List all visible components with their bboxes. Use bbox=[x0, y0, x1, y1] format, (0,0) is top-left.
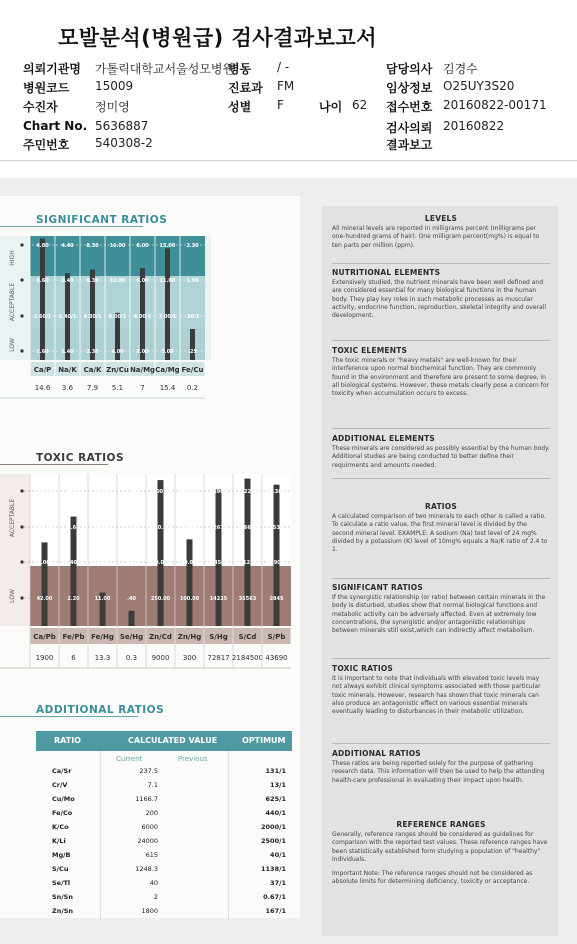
ratio-cell: Zn/Sn bbox=[52, 907, 74, 915]
ratios-heading: RATIOS bbox=[425, 502, 457, 511]
scale-label: 4.30/1 bbox=[83, 314, 102, 320]
scale-label: 14225 bbox=[209, 596, 228, 602]
toxic-ratios-heading: TOXIC RATIOS bbox=[332, 664, 393, 673]
scale-label: 750.00 bbox=[150, 525, 171, 531]
collector-label: 수진자 bbox=[23, 100, 58, 114]
panel-divider bbox=[332, 658, 550, 659]
scale-label: 4.40/1 bbox=[64, 560, 83, 566]
table-row bbox=[36, 905, 292, 918]
header-optimum: OPTIMUM bbox=[242, 736, 286, 745]
scale-label: 11.00 bbox=[94, 596, 111, 602]
marker-dot bbox=[20, 596, 23, 599]
table-row bbox=[36, 765, 292, 778]
low-zone-label: LOW bbox=[9, 589, 16, 603]
scale-label: 4.00 bbox=[111, 349, 124, 355]
age-label: 나이 bbox=[319, 100, 343, 114]
category-label: Ca/Pb bbox=[33, 633, 56, 641]
value-label: 2184500 bbox=[231, 654, 264, 662]
panel-divider bbox=[332, 743, 550, 744]
category-label: S/Pb bbox=[267, 633, 286, 641]
ratio-cell: Cu/Mo bbox=[52, 795, 75, 803]
levels-text: All mineral levels are reported in milligrams percent (milligrams per one-hundred grams of hair). One milligram percent(mg%) is equal to ten parts per million (ppm). bbox=[332, 225, 540, 249]
scale-label: .25 bbox=[188, 349, 197, 355]
significant-ratios-heading: SIGNIFICANT RATIOS bbox=[332, 583, 423, 592]
scale-label: 1.90 bbox=[186, 278, 199, 284]
ratio-cell: K/Co bbox=[52, 823, 69, 831]
scale-label: 2.00 bbox=[136, 349, 149, 355]
additional-ratios-text: These ratios are being reported solely for the purpose of gathering research data. This information will then be used to help the attending health-care professional in evaluating their impact upon health. bbox=[332, 760, 545, 784]
table-row bbox=[36, 821, 292, 834]
scale-label: 8.00 bbox=[136, 243, 149, 249]
scale-label: .80/1 bbox=[124, 560, 139, 566]
bar-ca-pb bbox=[42, 542, 48, 626]
marker-dot bbox=[20, 243, 23, 246]
category-label: S/Cd bbox=[238, 633, 257, 641]
category-label: Fe/Cu bbox=[181, 366, 204, 374]
current-value-cell: 237.5 bbox=[139, 767, 158, 775]
value-label: 15.4 bbox=[159, 384, 176, 392]
sex-value: F bbox=[277, 98, 284, 112]
hospital-code-value: 15009 bbox=[95, 79, 134, 93]
optimum-cell: 2500/1 bbox=[261, 837, 286, 845]
table-row bbox=[36, 807, 292, 820]
header-divider bbox=[0, 160, 577, 161]
dept-label: 진료과 bbox=[228, 81, 263, 95]
bar-zn-hg bbox=[187, 539, 193, 626]
category-label: Zn/Cd bbox=[149, 633, 172, 641]
category-label: Ca/P bbox=[33, 366, 52, 374]
ratio-cell: K/Li bbox=[52, 837, 66, 845]
scale-label: 6.30 bbox=[86, 278, 99, 284]
table-row bbox=[36, 849, 292, 862]
category-label: Ca/Mg bbox=[155, 366, 180, 374]
scale-label: 3.40 bbox=[61, 278, 74, 284]
scale-label: 160.00 bbox=[34, 489, 55, 495]
scale-label: 250.00 bbox=[150, 596, 171, 602]
toxic-elements-heading: TOXIC ELEMENTS bbox=[332, 346, 408, 355]
current-value-cell: 1166.7 bbox=[135, 795, 158, 803]
category-label: Se/Hg bbox=[119, 633, 144, 641]
nutritional-heading: NUTRITIONAL ELEMENTS bbox=[332, 268, 441, 277]
scale-label: 15.00 bbox=[159, 243, 176, 249]
scale-label: 1.60 bbox=[36, 349, 49, 355]
bar-zn-cd bbox=[158, 480, 164, 626]
chart-sheet bbox=[0, 196, 300, 918]
table-row bbox=[36, 779, 292, 792]
scale-label: 500.00/1 bbox=[148, 560, 173, 566]
panel-divider bbox=[332, 263, 550, 264]
category-label: Zn/Hg bbox=[177, 633, 202, 641]
scale-label: 4.80 bbox=[36, 243, 49, 249]
category-label: Na/K bbox=[58, 366, 77, 374]
category-label: Na/Mg bbox=[129, 366, 156, 374]
scale-label: 106688 bbox=[237, 525, 258, 531]
table-row bbox=[36, 891, 292, 904]
request-value: 20160822 bbox=[443, 119, 505, 133]
category-label: Fe/Hg bbox=[91, 633, 114, 641]
levels-heading: LEVELS bbox=[424, 214, 458, 223]
bar-s-hg bbox=[216, 489, 222, 626]
bar-fe-cu bbox=[190, 329, 195, 360]
scale-label: 400.00 bbox=[179, 489, 200, 495]
bar-ca-p bbox=[40, 238, 45, 360]
scale-label: 34.00/1 bbox=[33, 560, 56, 566]
ratio-cell: Cr/V bbox=[52, 781, 68, 789]
ratio-cell: Se/Tl bbox=[52, 879, 71, 887]
current-value-cell: 2 bbox=[153, 893, 158, 901]
current-value-cell: 24000 bbox=[137, 837, 158, 845]
toxic-ratios-text: It is important to note that individuals with elevated toxic levels may not always exhibit clinical symptoms associated with those particular toxic minerals. However, research has shown that toxic minerals can also produce an antagonistic effect on various essential minerals eventually leading to disturbances in their metabolic utilization. bbox=[332, 675, 541, 716]
result-label: 결과보고 bbox=[386, 138, 433, 152]
value-label: 5.1 bbox=[111, 384, 124, 392]
age-value: 62 bbox=[352, 98, 368, 112]
scale-label: 42.00 bbox=[36, 596, 53, 602]
scale-label: 1.60 bbox=[125, 489, 138, 495]
scale-label: 8535 bbox=[269, 525, 284, 531]
optimum-cell: 37/1 bbox=[270, 879, 286, 887]
scale-label: 2.20 bbox=[67, 596, 80, 602]
category-label: Fe/Pb bbox=[62, 633, 85, 641]
ward-label: 병동 bbox=[228, 62, 252, 76]
optimum-cell: 167/1 bbox=[265, 907, 286, 915]
current-value-cell: 615 bbox=[145, 851, 158, 859]
doctor-value: 김경수 bbox=[443, 62, 478, 76]
ratio-cell: Mg/B bbox=[52, 851, 71, 859]
high-zone-label: HIGH bbox=[9, 250, 16, 266]
optimum-cell: 1138/1 bbox=[261, 865, 286, 873]
additional-ratios-section bbox=[332, 749, 550, 785]
id-label: 주민번호 bbox=[23, 138, 70, 152]
current-value-cell: 1800 bbox=[141, 907, 158, 915]
bar-fe-pb bbox=[71, 517, 77, 626]
optimum-cell: 40/1 bbox=[270, 851, 286, 859]
acceptable-zone-label: ACCEPTABLE bbox=[9, 282, 16, 322]
ratios-text: A calculated comparison of two minerals to each other is called a ratio. To calculate a ratio value, the first mineral level is divided by the second mineral level. EXAMPLE: A sodium (Na) test level of 24 mg% divided by a potassium (K) level of 10mg% equals a Na/K ratio of 2.4 to 1. bbox=[332, 513, 548, 554]
bar-ca-mg bbox=[165, 248, 170, 360]
significant-ratios-chart bbox=[0, 230, 300, 430]
ratio-cell: Sn/Sn bbox=[52, 893, 73, 901]
scale-label: 2.30 bbox=[186, 243, 199, 249]
additional-title: ADDITIONAL RATIOS bbox=[36, 704, 165, 716]
header-calculated: CALCULATED VALUE bbox=[128, 736, 218, 745]
scale-label: 12.00 bbox=[109, 278, 126, 284]
scale-label: 2845 bbox=[269, 596, 284, 602]
bar-se-hg bbox=[129, 611, 135, 626]
scale-label: 200.00/1 bbox=[177, 560, 202, 566]
accession-value: 20160822-00171 bbox=[443, 98, 547, 112]
optimum-cell: 2000/1 bbox=[261, 823, 286, 831]
optimum-cell: 625/1 bbox=[265, 795, 286, 803]
optimum-cell: 0.67/1 bbox=[263, 893, 286, 901]
scale-label: 6.60 bbox=[67, 525, 80, 531]
scale-label: 1.40 bbox=[61, 349, 74, 355]
additional-ratios-heading: ADDITIONAL RATIOS bbox=[332, 749, 421, 758]
scale-label: 300.00 bbox=[179, 525, 200, 531]
scale-label: 3.60 bbox=[36, 278, 49, 284]
scale-label: 100.00 bbox=[179, 596, 200, 602]
scale-label: 6.00 bbox=[136, 278, 149, 284]
value-label: 43690 bbox=[265, 654, 288, 662]
high-zone bbox=[30, 236, 205, 276]
category-label: Ca/K bbox=[83, 366, 102, 374]
marker-dot bbox=[20, 349, 23, 352]
toxic-elements-section bbox=[332, 346, 550, 398]
scale-label: 2.30 bbox=[86, 349, 99, 355]
scale-label: 42675 bbox=[209, 525, 228, 531]
scale-label: 3.00 bbox=[161, 349, 174, 355]
panel-divider bbox=[332, 340, 550, 341]
value-label: 7.9 bbox=[86, 384, 99, 392]
report-title: 모발분석(병원급) 검사결과보고서 bbox=[58, 26, 378, 50]
id-value: 540308-2 bbox=[95, 136, 153, 150]
chart-no-label: Chart No. bbox=[23, 119, 88, 133]
scale-label: 2.40/1 bbox=[58, 314, 77, 320]
marker-dot bbox=[20, 525, 23, 528]
scale-label: 4.00/1 bbox=[133, 314, 152, 320]
value-label: 13.3 bbox=[94, 654, 111, 662]
significant-title: SIGNIFICANT RATIOS bbox=[36, 214, 168, 226]
scale-label: 7.00/1 bbox=[158, 314, 177, 320]
ratios-section bbox=[332, 502, 550, 554]
levels-section bbox=[332, 214, 550, 250]
table-row bbox=[36, 877, 292, 890]
clinical-value: O25UY3S20 bbox=[443, 79, 515, 93]
value-label: 6 bbox=[71, 654, 76, 662]
scale-label: 142251 bbox=[237, 489, 258, 495]
sex-label: 성별 bbox=[228, 100, 252, 114]
current-value-cell: 1248.3 bbox=[135, 865, 158, 873]
institution-label: 의뢰기관명 bbox=[23, 62, 81, 76]
collector-value: 정미영 bbox=[95, 100, 130, 114]
panel-divider bbox=[332, 428, 550, 429]
optimum-cell: 131/1 bbox=[265, 767, 286, 775]
value-label: 14.6 bbox=[34, 384, 51, 392]
scale-label: 5690/1 bbox=[266, 560, 287, 566]
scale-label: 8.00/1 bbox=[108, 314, 127, 320]
reference-ranges-heading: REFERENCE RANGES bbox=[396, 820, 486, 829]
bar-s-pb bbox=[274, 485, 280, 626]
optimum-cell: 13/1 bbox=[270, 781, 286, 789]
scale-label: 120.00 bbox=[34, 525, 55, 531]
additional-elements-heading: ADDITIONAL ELEMENTS bbox=[332, 434, 436, 443]
scale-label: 22.00/1 bbox=[91, 560, 114, 566]
scale-label: 71125/1 bbox=[236, 560, 259, 566]
scale-label: 35563 bbox=[238, 596, 257, 602]
scale-label: 11.00 bbox=[159, 278, 176, 284]
scale-label: 8.80 bbox=[67, 489, 80, 495]
panel-divider bbox=[332, 578, 550, 579]
reference-ranges-text: Generally, reference ranges should be considered as guidelines for comparison with the reported test values. These reference ranges have been statistically established form studying a population of "healthy" individuals. bbox=[332, 831, 548, 863]
nutritional-text: Extensively studied, the nutrient minerals have been well defined and are considered essential for many biological functions in the human body. They play key roles in such metabolic processes as muscular activity, endocrine function, reproduction, skeletal integrity and overall development. bbox=[332, 279, 547, 320]
scale-label: 11380 bbox=[267, 489, 286, 495]
current-value-cell: 40 bbox=[149, 879, 158, 887]
header-ratio: RATIO bbox=[54, 736, 81, 745]
chart-no-value: 5636887 bbox=[95, 119, 149, 133]
clinical-label: 임상정보 bbox=[386, 81, 433, 95]
table-row bbox=[36, 863, 292, 876]
toxic-title: TOXIC RATIOS bbox=[36, 452, 125, 464]
additional-elements-section bbox=[332, 434, 550, 470]
toxic-ratios-section bbox=[332, 664, 550, 716]
scale-label: 16.00 bbox=[109, 243, 126, 249]
current-value-cell: 6000 bbox=[141, 823, 158, 831]
dept-value: FM bbox=[277, 79, 295, 93]
table-row bbox=[36, 793, 292, 806]
scale-label: 44.00 bbox=[94, 489, 111, 495]
scale-label: 4.40 bbox=[61, 243, 74, 249]
scanned-report bbox=[0, 178, 577, 944]
scale-label: 8.30 bbox=[86, 243, 99, 249]
current-value-cell: 7.1 bbox=[147, 781, 158, 789]
scale-label: 28450/1 bbox=[207, 560, 230, 566]
additional-elements-text: These minerals are considered as possibly essential by the human body. Additional studies are being conducted to better define their requirments and amounts needed. bbox=[332, 445, 550, 469]
doctor-label: 담당의사 bbox=[386, 62, 433, 76]
marker-dot bbox=[20, 489, 23, 492]
ratio-cell: Fe/Co bbox=[52, 809, 73, 817]
value-label: 0.3 bbox=[125, 654, 138, 662]
toxic-ratios-chart bbox=[0, 468, 300, 684]
table-row bbox=[36, 835, 292, 848]
value-label: 300 bbox=[182, 654, 197, 662]
scale-label: 33.00 bbox=[94, 525, 111, 531]
value-label: 3.6 bbox=[61, 384, 74, 392]
toxic-elements-text: The toxic minerals or "heavy metals" are well-known for their interference upon normal biochemical function. They are commonly found in the environment and therefore are present to some degree, in all biological systems. However, these metals clearly pose a concern for toxicity when accumulation occurs to excess. bbox=[332, 357, 549, 398]
important-note-text: Important Note: The reference ranges should not be considered as absolute limits for determining deficiency, toxicity or acceptance. bbox=[332, 870, 533, 886]
additional-rule bbox=[0, 716, 138, 717]
optimum-cell: 440/1 bbox=[265, 809, 286, 817]
ward-value: / - bbox=[277, 60, 290, 74]
category-label: Zn/Cu bbox=[106, 366, 129, 374]
panel-divider bbox=[332, 478, 550, 479]
institution-value: 가톨릭대학교서울성모병원 bbox=[95, 62, 235, 76]
value-label: 1900 bbox=[35, 654, 54, 662]
significant-ratios-text: If the synergistic relationship (or ratio) between certain minerals in the body is disturbed, studies show that normal biological functions and metabolic activity can be adversely affected. Even at extremely low concentrations, the synergistic and/or antagonistic relationships between minerals still exist,which can indirectly affect metabolism. bbox=[332, 594, 546, 635]
additional-ratios-table bbox=[36, 731, 292, 921]
scale-label: 56900 bbox=[209, 489, 228, 495]
category-label: S/Hg bbox=[209, 633, 228, 641]
scale-label: 1000.00 bbox=[149, 489, 172, 495]
scale-label: 2.60/1 bbox=[33, 314, 52, 320]
significant-rule bbox=[0, 226, 143, 227]
low-zone-label: LOW bbox=[9, 338, 16, 352]
value-label: 7 bbox=[140, 384, 145, 392]
scale-label: .90/1 bbox=[185, 314, 200, 320]
request-label: 검사의뢰 bbox=[386, 121, 433, 135]
marker-dot bbox=[20, 278, 23, 281]
significant-ratios-section bbox=[332, 583, 550, 635]
bar-s-cd bbox=[245, 479, 251, 626]
toxic-rule bbox=[0, 464, 108, 465]
report-header bbox=[0, 0, 577, 178]
marker-dot bbox=[20, 314, 23, 317]
scale-label: 1.20 bbox=[125, 525, 138, 531]
ratio-cell: Ca/Sr bbox=[52, 767, 72, 775]
scale-label: .40 bbox=[127, 596, 136, 602]
reference-ranges-section bbox=[332, 820, 550, 887]
marker-dot bbox=[20, 560, 23, 563]
nutritional-section bbox=[332, 268, 550, 320]
header-current: Current bbox=[116, 755, 143, 763]
header-previous: Previous bbox=[178, 755, 208, 763]
current-value-cell: 200 bbox=[145, 809, 158, 817]
acceptable-zone-label: ACCEPTABLE bbox=[9, 498, 16, 538]
ratio-cell: S/Cu bbox=[52, 865, 69, 873]
explanation-panel bbox=[322, 206, 558, 936]
value-label: 72817 bbox=[207, 654, 230, 662]
value-label: 9000 bbox=[151, 654, 170, 662]
value-label: 0.2 bbox=[186, 384, 199, 392]
hospital-code-label: 병원코드 bbox=[23, 81, 70, 95]
accession-label: 접수번호 bbox=[386, 100, 433, 114]
